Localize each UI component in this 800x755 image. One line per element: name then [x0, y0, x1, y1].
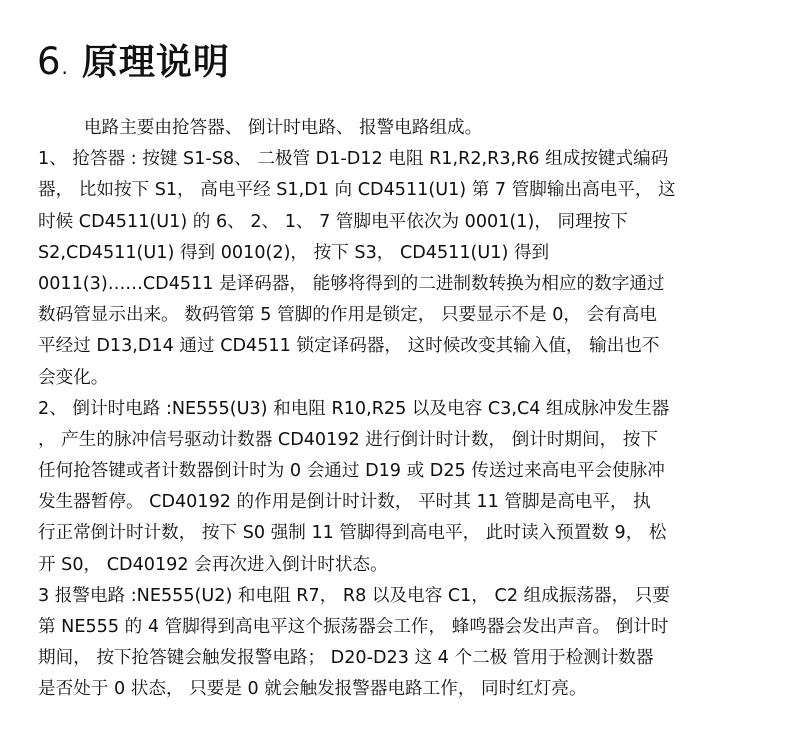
- text-line: 0011(3)……CD4511 是译码器， 能够将得到的二进制数转换为相应的数字通过: [38, 273, 665, 294]
- text-line: 器， 比如按下 S1， 高电平经 S1,D1 向 CD4511(U1) 第 7 管脚输出高电平， 这: [38, 180, 676, 201]
- section-number-dot: .: [61, 55, 68, 79]
- text-line: 3 报警电路 :NE555(U2) 和电阻 R7， R8 以及电容 C1， C2 组成振荡器， 只要: [38, 585, 670, 606]
- text-line: 任何抢答键或者计数器倒计时为 0 会通过 D19 或 D25 传送过来高电平会使脉冲: [38, 461, 665, 482]
- text-line: 是否处于 0 状态， 只要是 0 就会触发报警器电路工作， 同时红灯亮。: [38, 679, 587, 700]
- text-line: 会变化。: [38, 367, 109, 388]
- section-title: 原理说明: [81, 42, 230, 83]
- text-line: S2,CD4511(U1) 得到 0010(2)， 按下 S3， CD4511(U1) 得到: [38, 242, 550, 263]
- text-line: 2、 倒计时电路 :NE555(U3) 和电阻 R10,R25 以及电容 C3,C4 组成脉冲发生器: [38, 398, 670, 419]
- text-line: 行正常倒计时计数， 按下 S0 强制 11 管脚得到高电平， 此时读入预置数 9， 松: [38, 523, 667, 544]
- text-line: 平经过 D13,D14 通过 CD4511 锁定译码器， 这时候改变其输入值， 输出也不: [38, 336, 660, 357]
- text-line: 开 S0， CD40192 会再次进入倒计时状态。: [38, 554, 388, 575]
- text-line: 发生器暂停。 CD40192 的作用是倒计时计数， 平时其 11 管脚是高电平， 执: [38, 492, 651, 513]
- text-line: 1、 抢答器 : 按键 S1-S8、 二极管 D1-D12 电阻 R1,R2,R3,R6 组成按键式编码: [38, 149, 669, 170]
- principle-description: [38, 113, 778, 706]
- text-line: 第 NE555 的 4 管脚得到高电平这个振荡器会工作， 蜂鸣器会发出声音。 倒计时: [38, 617, 669, 637]
- text-line: ， 产生的脉冲信号驱动计数器 CD40192 进行倒计时计数， 倒计时期间， 按下: [38, 429, 658, 450]
- section-number: 6: [37, 40, 61, 83]
- section-heading: [37, 34, 230, 82]
- text-line: 时候 CD4511(U1) 的 6、 2、 1、 7 管脚电平依次为 0001(1)， 同理按下: [38, 211, 628, 232]
- intro-line: 电路主要由抢答器、 倒计时电路、 报警电路组成。: [84, 118, 483, 138]
- text-line: 数码管显示出来。 数码管第 5 管脚的作用是锁定， 只要显示不是 0， 会有高电: [38, 305, 657, 326]
- text-line: 期间， 按下抢答键会触发报警电路； D20-D23 这 4 个二极 管用于检测计数器: [38, 648, 654, 669]
